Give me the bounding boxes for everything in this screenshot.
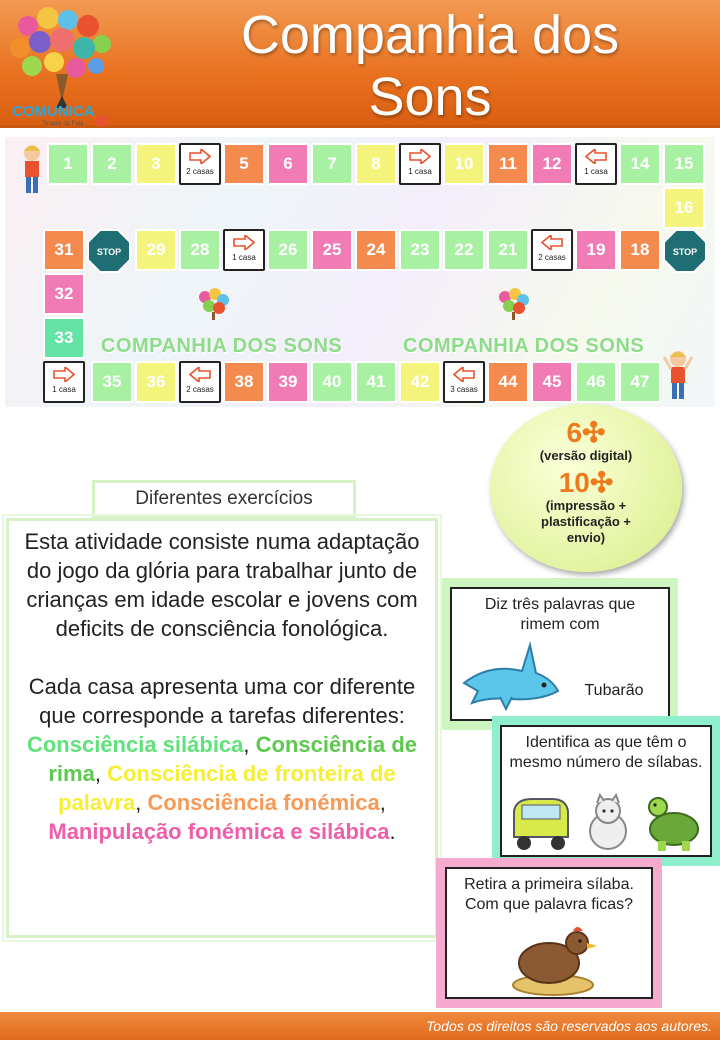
print-label-1: (impressão + bbox=[545, 498, 627, 513]
separator: , bbox=[94, 761, 108, 786]
board-arrow-cell bbox=[179, 361, 221, 403]
digital-label: (versão digital) bbox=[539, 448, 633, 463]
board-cell: 23 bbox=[399, 229, 441, 271]
stop-sign-icon bbox=[87, 229, 131, 273]
logo-text: COMUNICA bbox=[12, 103, 95, 120]
price-badge bbox=[490, 404, 682, 572]
board-cell: 24 bbox=[355, 229, 397, 271]
arrow-left-icon bbox=[453, 367, 475, 382]
arrow-right-icon bbox=[409, 149, 431, 164]
board-cell: 35 bbox=[91, 361, 133, 403]
stop-label: STOP bbox=[672, 247, 698, 257]
board-cell: 5 bbox=[223, 143, 265, 185]
separator: , bbox=[135, 790, 148, 815]
card-silabas bbox=[500, 725, 712, 857]
period: . bbox=[389, 819, 396, 844]
board-cell: 42 bbox=[399, 361, 441, 403]
board-cell: 41 bbox=[355, 361, 397, 403]
print-label-3: envio) bbox=[566, 530, 606, 545]
task-fonemica: Consciência fonémica bbox=[147, 790, 380, 815]
footer: Todos os direitos são reservados aos autores. bbox=[0, 1012, 720, 1040]
board-cell: 19 bbox=[575, 229, 617, 271]
board-arrow-cell bbox=[575, 143, 617, 185]
board-watermark-right: COMPANHIA DOS SONS bbox=[403, 335, 645, 357]
task-rima: Consciência de rima bbox=[48, 732, 418, 786]
card-rima-word: Tubarão bbox=[584, 682, 644, 699]
board-cell: 29 bbox=[135, 229, 177, 271]
title-line-2: Sons bbox=[368, 67, 492, 127]
arrow-right-icon bbox=[53, 367, 75, 382]
board-cell: 7 bbox=[311, 143, 353, 185]
cat-icon bbox=[590, 795, 626, 849]
separator: , bbox=[243, 732, 256, 757]
board-cell: 46 bbox=[575, 361, 617, 403]
stop-label: STOP bbox=[96, 247, 122, 257]
shark-icon bbox=[460, 637, 560, 711]
board-cell: 2 bbox=[91, 143, 133, 185]
task-manipulacao: Manipulação fonémica e silábica bbox=[48, 819, 390, 844]
page-title bbox=[150, 4, 710, 128]
board-cell: 28 bbox=[179, 229, 221, 271]
board-arrow-cell bbox=[179, 143, 221, 185]
board-arrow-cell bbox=[223, 229, 265, 271]
board-cell: 15 bbox=[663, 143, 705, 185]
board-arrow-cell bbox=[399, 143, 441, 185]
board-cell: 12 bbox=[531, 143, 573, 185]
card-manipulacao bbox=[445, 867, 653, 999]
board-arrow-cell bbox=[443, 361, 485, 403]
board-cell: 32 bbox=[43, 273, 85, 315]
board-cell: 18 bbox=[619, 229, 661, 271]
board-cell: 33 bbox=[43, 317, 85, 359]
description-intro: Cada casa apresenta uma cor diferente que corresponde a tarefas diferentes: bbox=[28, 674, 416, 728]
car-cat-turtle-icons bbox=[508, 793, 708, 855]
board-arrow-label: 1 casa bbox=[584, 167, 608, 176]
board-cell: 36 bbox=[135, 361, 177, 403]
exercises-tag: Diferentes exercícios bbox=[92, 480, 356, 518]
board-cell: 10 bbox=[443, 143, 485, 185]
logo-subtext: Terapia da Fala bbox=[42, 121, 84, 126]
arrow-left-icon bbox=[585, 149, 607, 164]
board-cell: 26 bbox=[267, 229, 309, 271]
card-rima bbox=[450, 587, 670, 721]
turtle-icon bbox=[649, 798, 698, 851]
board-cell: 8 bbox=[355, 143, 397, 185]
board-arrow-cell bbox=[531, 229, 573, 271]
board-cell: 3 bbox=[135, 143, 177, 185]
arrow-left-icon bbox=[189, 367, 211, 382]
card-silabas-text: Identifica as que têm o mesmo número de sílabas. bbox=[509, 734, 703, 771]
board-cell: 45 bbox=[531, 361, 573, 403]
print-label-2: plastificação + bbox=[541, 514, 631, 529]
board-arrow-label: 1 casa bbox=[408, 167, 432, 176]
board-cell: 25 bbox=[311, 229, 353, 271]
board-arrow-label: 3 casas bbox=[450, 385, 478, 394]
header-banner bbox=[0, 0, 720, 128]
card-manipulacao-text: Retira a primeira sílaba. Com que palavra ficas? bbox=[464, 876, 634, 913]
arrow-right-icon bbox=[233, 235, 255, 250]
board-cell: 11 bbox=[487, 143, 529, 185]
description-box bbox=[6, 518, 438, 938]
board-cell: 39 bbox=[267, 361, 309, 403]
description-paragraph-1: Esta atividade consiste numa adaptação do jogo da glória para trabalhar junto de crianças em idade escolar e jovens com deficits de consciência fonológica. bbox=[24, 529, 420, 641]
start-kid-icon bbox=[17, 143, 47, 199]
task-fronteira: Consciência de fronteira de palavra bbox=[58, 761, 396, 815]
board-cell: 6 bbox=[267, 143, 309, 185]
board-cell: 1 bbox=[47, 143, 89, 185]
separator: , bbox=[379, 790, 386, 815]
board-arrow-label: 1 casa bbox=[232, 253, 256, 262]
game-board bbox=[5, 137, 715, 407]
board-cell: 44 bbox=[487, 361, 529, 403]
print-price: 10✣ bbox=[558, 467, 614, 498]
board-cell: 40 bbox=[311, 361, 353, 403]
board-arrow-label: 2 casas bbox=[538, 253, 566, 262]
hen-icon bbox=[505, 921, 601, 997]
board-arrow-cell bbox=[43, 361, 85, 403]
comunica-logo bbox=[6, 4, 118, 126]
board-arrow-label: 2 casas bbox=[186, 167, 214, 176]
stop-sign-icon bbox=[663, 229, 707, 273]
end-kid-icon bbox=[663, 349, 693, 405]
board-cell: 16 bbox=[663, 187, 705, 229]
car-icon bbox=[514, 799, 568, 850]
board-cell: 31 bbox=[43, 229, 85, 271]
task-silabica: Consciência silábica bbox=[26, 732, 244, 757]
board-cell: 21 bbox=[487, 229, 529, 271]
title-line-1: Companhia dos bbox=[240, 5, 620, 65]
arrow-right-icon bbox=[189, 149, 211, 164]
digital-price: 6✣ bbox=[566, 417, 606, 448]
board-logo-right bbox=[495, 287, 531, 327]
board-cell: 22 bbox=[443, 229, 485, 271]
board-cell: 38 bbox=[223, 361, 265, 403]
board-arrow-label: 1 casa bbox=[52, 385, 76, 394]
board-cell: 47 bbox=[619, 361, 661, 403]
arrow-left-icon bbox=[541, 235, 563, 250]
card-rima-text: Diz três palavras que rimem com bbox=[484, 596, 636, 633]
description-paragraph-2 bbox=[23, 672, 421, 846]
board-logo-left bbox=[195, 287, 231, 327]
board-arrow-label: 2 casas bbox=[186, 385, 214, 394]
board-watermark-left: COMPANHIA DOS SONS bbox=[101, 335, 343, 357]
board-cell: 14 bbox=[619, 143, 661, 185]
